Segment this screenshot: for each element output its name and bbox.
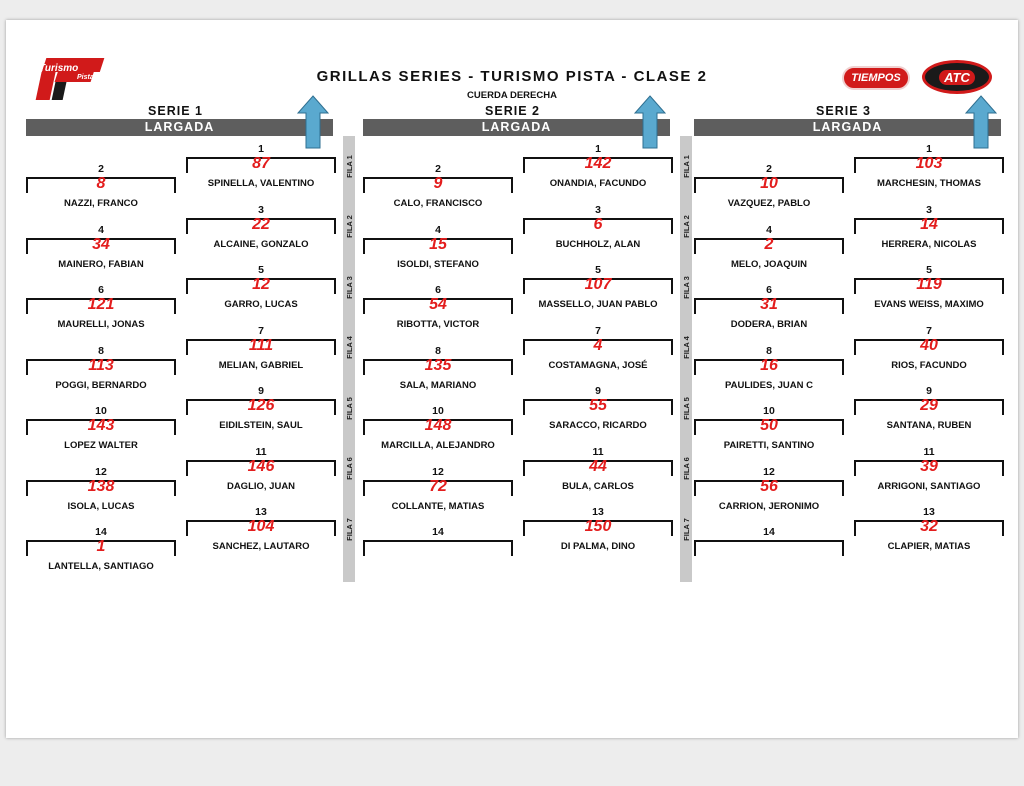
car-number: 146 xyxy=(247,457,275,475)
logo-text-turismo: Turismo xyxy=(39,63,79,74)
driver-name: SARACCO, RICARDO xyxy=(549,420,647,431)
largada-bar: LARGADA xyxy=(694,119,1001,136)
grid-position: 4 xyxy=(766,223,772,236)
grid-position: 9 xyxy=(926,385,932,397)
grid-position: 5 xyxy=(258,264,264,276)
car-number: 135 xyxy=(424,356,452,374)
car-number: 16 xyxy=(760,356,778,374)
grid-position: 9 xyxy=(258,385,264,397)
grid-position: 4 xyxy=(435,223,441,236)
grid-position: 3 xyxy=(258,203,264,216)
car-number: 15 xyxy=(429,235,447,253)
fila-label: FILA 5 xyxy=(681,396,691,420)
grid-position: 1 xyxy=(258,143,264,155)
driver-name: DODERA, BRIAN xyxy=(730,319,808,330)
grid-position: 10 xyxy=(432,405,444,417)
tiempos-logo-text: TIEMPOS xyxy=(851,72,901,84)
driver-name: MAINERO, FABIAN xyxy=(58,258,144,270)
grid-position: 12 xyxy=(432,465,444,478)
driver-name: RIOS, FACUNDO xyxy=(891,359,967,371)
driver-name: DI PALMA, DINO xyxy=(560,541,636,552)
driver-name: EIDILSTEIN, SAUL xyxy=(219,420,303,431)
grid-position: 1 xyxy=(926,143,932,155)
car-number: 150 xyxy=(584,518,612,535)
grid-position: 6 xyxy=(435,284,441,296)
fila-label: FILA 3 xyxy=(344,275,354,299)
grid-position: 2 xyxy=(766,163,772,175)
atc-logo-text: ATC xyxy=(939,70,975,85)
driver-name: EVANS WEISS, MAXIMO xyxy=(874,299,984,310)
grid-position: 12 xyxy=(763,465,775,478)
grid-position: 5 xyxy=(926,264,932,276)
fila-label: FILA 5 xyxy=(344,396,354,420)
page-title: GRILLAS SERIES - TURISMO PISTA - CLASE 2 xyxy=(316,68,708,85)
car-number: 32 xyxy=(920,518,938,535)
fila-label: FILA 6 xyxy=(681,457,691,480)
fila-label: FILA 6 xyxy=(344,457,354,480)
car-number: 4 xyxy=(593,336,603,354)
driver-name: VAZQUEZ, PABLO xyxy=(727,198,811,209)
grid-position: 3 xyxy=(926,203,932,216)
grid-position: 9 xyxy=(595,385,601,397)
car-number: 104 xyxy=(247,518,275,535)
grid-position: 10 xyxy=(95,405,107,417)
driver-name: COLLANTE, MATIAS xyxy=(391,500,485,512)
grid-position: 11 xyxy=(923,445,935,458)
car-number: 54 xyxy=(429,296,447,313)
driver-name: SANCHEZ, LAUTARO xyxy=(212,541,310,552)
car-number: 14 xyxy=(920,215,938,233)
car-number: 50 xyxy=(760,417,778,434)
driver-name: HERRERA, NICOLAS xyxy=(881,238,977,250)
car-number: 9 xyxy=(433,175,443,192)
car-number: 138 xyxy=(87,477,115,495)
driver-name: ISOLA, LUCAS xyxy=(67,500,135,512)
driver-name: PAIRETTI, SANTINO xyxy=(723,440,815,451)
car-number: 31 xyxy=(760,296,778,313)
driver-name: ALCAINE, GONZALO xyxy=(213,238,309,250)
driver-name: MELIAN, GABRIEL xyxy=(218,359,304,371)
car-number: 126 xyxy=(247,397,275,414)
fila-label: FILA 2 xyxy=(681,215,691,238)
grid-position: 7 xyxy=(926,324,932,337)
grid-position: 14 xyxy=(763,526,775,538)
logo-text-pista: Pista xyxy=(77,74,94,81)
car-number: 72 xyxy=(429,477,447,495)
driver-name: SPINELLA, VALENTINO xyxy=(207,178,315,189)
driver-name: SALA, MARIANO xyxy=(399,379,477,391)
serie-label: SERIE 1 xyxy=(148,104,203,118)
driver-name: CALO, FRANCISCO xyxy=(393,198,483,209)
car-number: 44 xyxy=(589,457,607,475)
fila-column xyxy=(680,136,692,582)
driver-name: RIBOTTA, VICTOR xyxy=(396,319,480,330)
fila-label: FILA 7 xyxy=(344,517,354,541)
grid-position: 2 xyxy=(435,163,441,175)
car-number: 6 xyxy=(593,215,603,233)
car-number: 107 xyxy=(584,276,612,293)
grid-position: 11 xyxy=(255,445,267,458)
driver-name: ONANDIA, FACUNDO xyxy=(549,178,647,189)
car-number: 39 xyxy=(920,457,938,475)
grid-position: 8 xyxy=(435,344,441,357)
car-number: 143 xyxy=(87,417,115,434)
driver-name: MELO, JOAQUIN xyxy=(730,258,807,270)
driver-name: MASSELLO, JUAN PABLO xyxy=(538,299,658,310)
car-number: 22 xyxy=(252,215,270,233)
driver-name: CARRION, JERONIMO xyxy=(718,500,820,512)
fila-label: FILA 3 xyxy=(681,275,691,299)
grid-position: 7 xyxy=(258,324,264,337)
car-number: 40 xyxy=(920,336,938,354)
grid-position: 14 xyxy=(432,526,444,538)
driver-name: LOPEZ WALTER xyxy=(64,440,138,451)
grid-position: 6 xyxy=(766,284,772,296)
fila-column xyxy=(343,136,355,582)
driver-name: MARCHESIN, THOMAS xyxy=(877,178,981,189)
car-number: 103 xyxy=(915,155,943,172)
car-number: 2 xyxy=(764,235,774,253)
car-number: 29 xyxy=(920,397,938,414)
driver-name: COSTAMAGNA, JOSÉ xyxy=(548,359,648,371)
driver-name: MARCILLA, ALEJANDRO xyxy=(381,440,495,451)
grid-position: 8 xyxy=(766,344,772,357)
car-number: 56 xyxy=(760,477,778,495)
car-number: 142 xyxy=(584,155,612,172)
direction-arrow-icon xyxy=(634,95,666,149)
grid-box xyxy=(363,540,513,556)
driver-name: POGGI, BERNARDO xyxy=(55,379,147,391)
car-number: 148 xyxy=(424,417,452,434)
driver-name: BULA, CARLOS xyxy=(562,480,634,492)
grid-position: 13 xyxy=(923,506,935,518)
driver-name: MAURELLI, JONAS xyxy=(57,319,145,330)
car-number: 10 xyxy=(760,175,778,192)
car-number: 34 xyxy=(92,235,110,253)
serie-label: SERIE 2 xyxy=(485,104,540,118)
page-subtitle: CUERDA DERECHA xyxy=(467,90,557,101)
driver-name: SANTANA, RUBEN xyxy=(886,420,972,431)
car-number: 119 xyxy=(916,276,942,293)
grid-position: 14 xyxy=(95,526,107,538)
car-number: 55 xyxy=(589,397,607,414)
driver-name: NAZZI, FRANCO xyxy=(64,198,138,209)
car-number: 8 xyxy=(96,175,106,192)
driver-name: ARRIGONI, SANTIAGO xyxy=(877,480,981,492)
fila-label: FILA 7 xyxy=(681,517,691,541)
car-number: 111 xyxy=(248,336,274,354)
fila-label: FILA 2 xyxy=(344,215,354,238)
grid-position: 12 xyxy=(95,465,107,478)
grid-box xyxy=(694,540,844,556)
car-number: 1 xyxy=(96,538,106,555)
fila-label: FILA 1 xyxy=(344,154,354,178)
grid-position: 13 xyxy=(255,506,267,518)
largada-bar: LARGADA xyxy=(26,119,333,136)
car-number: 12 xyxy=(252,276,270,293)
grid-position: 10 xyxy=(763,405,775,417)
grid-position: 13 xyxy=(592,506,604,518)
driver-name: DAGLIO, JUAN xyxy=(226,480,296,492)
fila-label: FILA 4 xyxy=(681,336,691,359)
grid-position: 2 xyxy=(98,163,104,175)
driver-name: ISOLDI, STEFANO xyxy=(397,258,479,270)
serie-label: SERIE 3 xyxy=(816,104,871,118)
grid-position: 11 xyxy=(592,445,604,458)
grid-position: 8 xyxy=(98,344,104,357)
grid-position: 1 xyxy=(595,143,601,155)
driver-name: GARRO, LUCAS xyxy=(224,299,298,310)
car-number: 121 xyxy=(87,296,115,313)
fila-label: FILA 1 xyxy=(681,154,691,178)
grid-position: 5 xyxy=(595,264,601,276)
direction-arrow-icon xyxy=(297,95,329,149)
fila-label: FILA 4 xyxy=(344,336,354,359)
grid-position: 7 xyxy=(595,324,601,337)
grid-position: 3 xyxy=(595,203,601,216)
largada-bar: LARGADA xyxy=(363,119,670,136)
car-number: 87 xyxy=(252,155,270,172)
driver-name: LANTELLA, SANTIAGO xyxy=(48,561,154,572)
car-number: 113 xyxy=(88,356,114,374)
grid-position: 6 xyxy=(98,284,104,296)
driver-name: PAULIDES, JUAN C xyxy=(725,379,813,391)
direction-arrow-icon xyxy=(965,95,997,149)
driver-name: CLAPIER, MATIAS xyxy=(887,541,971,552)
grid-position: 4 xyxy=(98,223,104,236)
driver-name: BUCHHOLZ, ALAN xyxy=(555,238,641,250)
